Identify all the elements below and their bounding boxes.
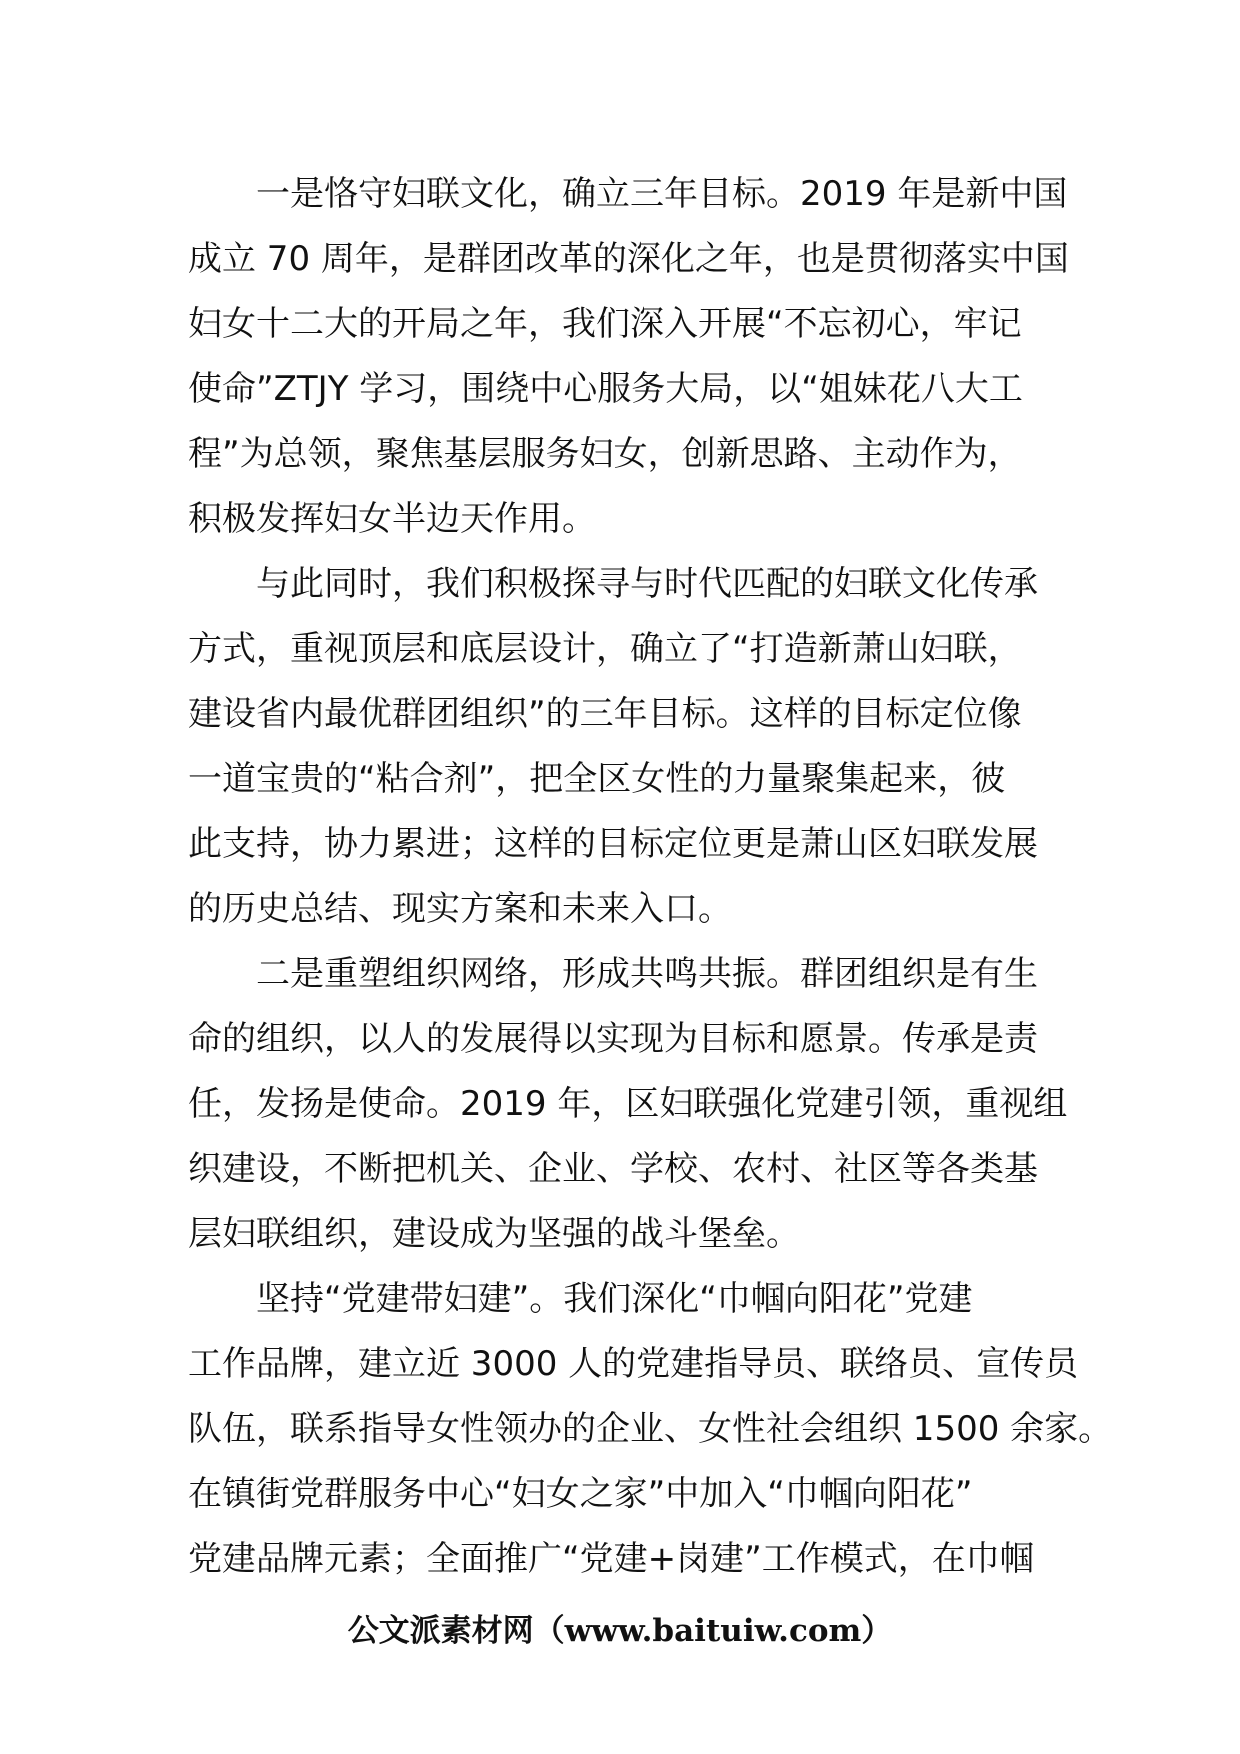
text-line: 此支持，协力累进；这样的目标定位更是萧山区妇联发展 (188, 824, 1038, 864)
text-line: 建设省内最优群团组织”的三年目标。这样的目标定位像 (188, 694, 1022, 734)
text-line: 方式，重视顶层和底层设计，确立了“打造新萧山妇联， (188, 629, 1022, 669)
text-line: 与此同时，我们积极探寻与时代匹配的妇联文化传承 (256, 564, 1038, 604)
text-line: 层妇联组织，建设成为坚强的战斗堡垒。 (188, 1214, 800, 1254)
text-line: 程”为总领，聚焦基层服务妇女，创新思路、主动作为， (188, 434, 1022, 474)
document-body (188, 162, 1113, 1592)
text-line: 一是恪守妇联文化，确立三年目标。2019 年是新中国 (256, 174, 1068, 214)
text-line: 二是重塑组织网络，形成共鸣共振。群团组织是有生 (256, 954, 1038, 994)
text-line: 工作品牌，建立近 3000 人的党建指导员、联络员、宣传员 (188, 1344, 1079, 1384)
text-line: 坚持“党建带妇建”。我们深化“巾帼向阳花”党建 (256, 1279, 973, 1319)
text-line: 的历史总结、现实方案和未来入口。 (188, 889, 732, 929)
text-line: 积极发挥妇女半边天作用。 (188, 499, 596, 539)
text-line: 使命”ZTJY 学习，围绕中心服务大局，以“姐妹花八大工 (188, 369, 1023, 409)
text-line: 在镇街党群服务中心“妇女之家”中加入“巾帼向阳花” (188, 1474, 973, 1514)
text-line: 命的组织，以人的发展得以实现为目标和愿景。传承是责 (188, 1019, 1038, 1059)
text-line: 妇女十二大的开局之年，我们深入开展“不忘初心，牢记 (188, 304, 1022, 344)
footer-watermark: 公文派素材网（www.baituiw.com） (347, 1613, 893, 1649)
text-line: 一道宝贵的“粘合剂”，把全区女性的力量聚集起来，彼 (188, 759, 1006, 799)
text-line: 成立 70 周年，是群团改革的深化之年，也是贯彻落实中国 (188, 239, 1069, 279)
text-line: 党建品牌元素；全面推广“党建+岗建”工作模式，在巾帼 (188, 1539, 1034, 1579)
text-line: 队伍，联系指导女性领办的企业、女性社会组织 1500 余家。 (188, 1409, 1113, 1449)
text-line: 织建设，不断把机关、企业、学校、农村、社区等各类基 (188, 1149, 1038, 1189)
text-line: 任，发扬是使命。2019 年，区妇联强化党建引领，重视组 (188, 1084, 1068, 1124)
